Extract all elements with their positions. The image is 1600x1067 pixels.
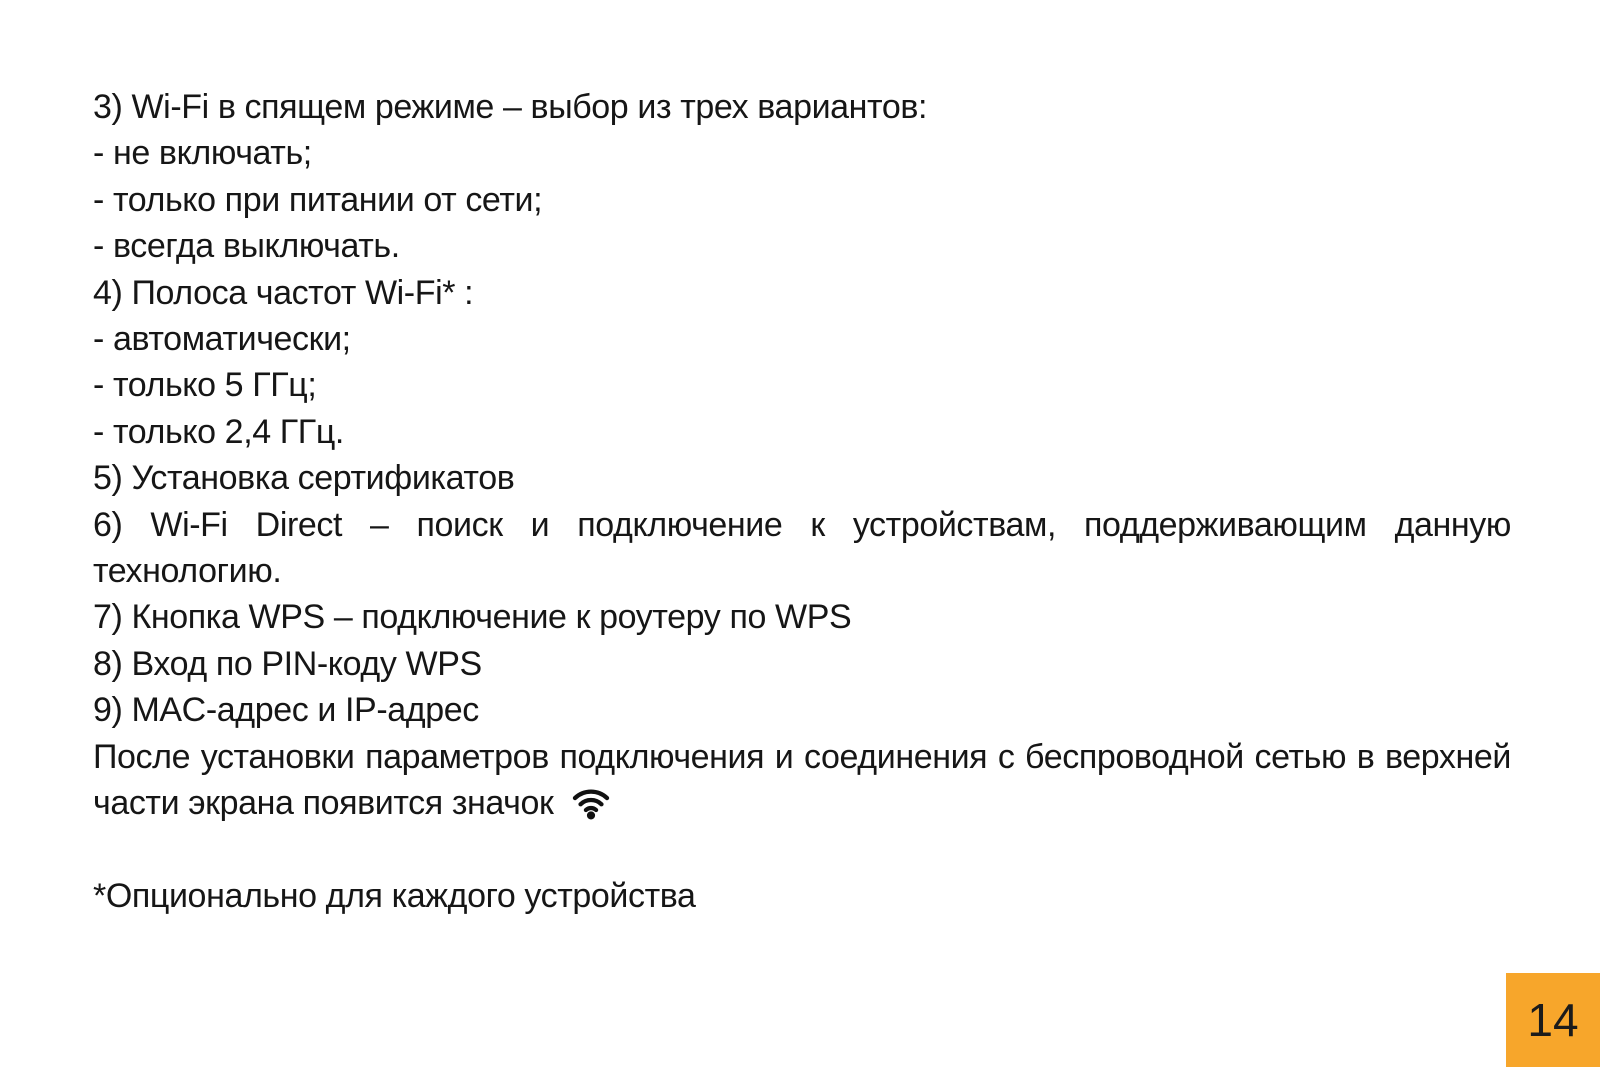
text-line: - только 5 ГГц; — [93, 366, 317, 405]
text-line: 8) Вход по PIN-коду WPS — [93, 644, 482, 683]
text-line: - только 2,4 ГГц. — [93, 412, 344, 451]
text-line: 5) Установка сертификатов — [93, 459, 515, 498]
manual-text-block — [93, 84, 1511, 919]
text-line: 3) Wi-Fi в спящем режиме – выбор из трех вариантов: — [93, 88, 928, 126]
footnote-text: *Опционально для каждого устройства — [93, 876, 696, 915]
wifi-icon — [571, 784, 611, 820]
text-line: - не включать; — [93, 134, 312, 173]
text-line-label: После установки параметров подключения и соединения с беспроводной сетью в верхней части экрана появится значок — [93, 737, 1511, 823]
page-number: 14 — [1527, 994, 1579, 1046]
text-line: - только при питании от сети; — [93, 180, 543, 219]
text-line: - автоматически; — [93, 320, 351, 359]
page-number-badge — [1506, 973, 1600, 1067]
text-line: 6) Wi-Fi Direct – поиск и подключение к устройствам, поддерживающим данную технологию. — [93, 505, 1511, 591]
text-line: 4) Полоса частот Wi-Fi* : — [93, 273, 474, 312]
text-line — [93, 734, 1511, 827]
text-line: - всегда выключать. — [93, 227, 400, 266]
text-line: 9) MAC-адрес и IP-адрес — [93, 691, 479, 730]
text-line: 7) Кнопка WPS – подключение к роутеру по WPS — [93, 598, 852, 637]
